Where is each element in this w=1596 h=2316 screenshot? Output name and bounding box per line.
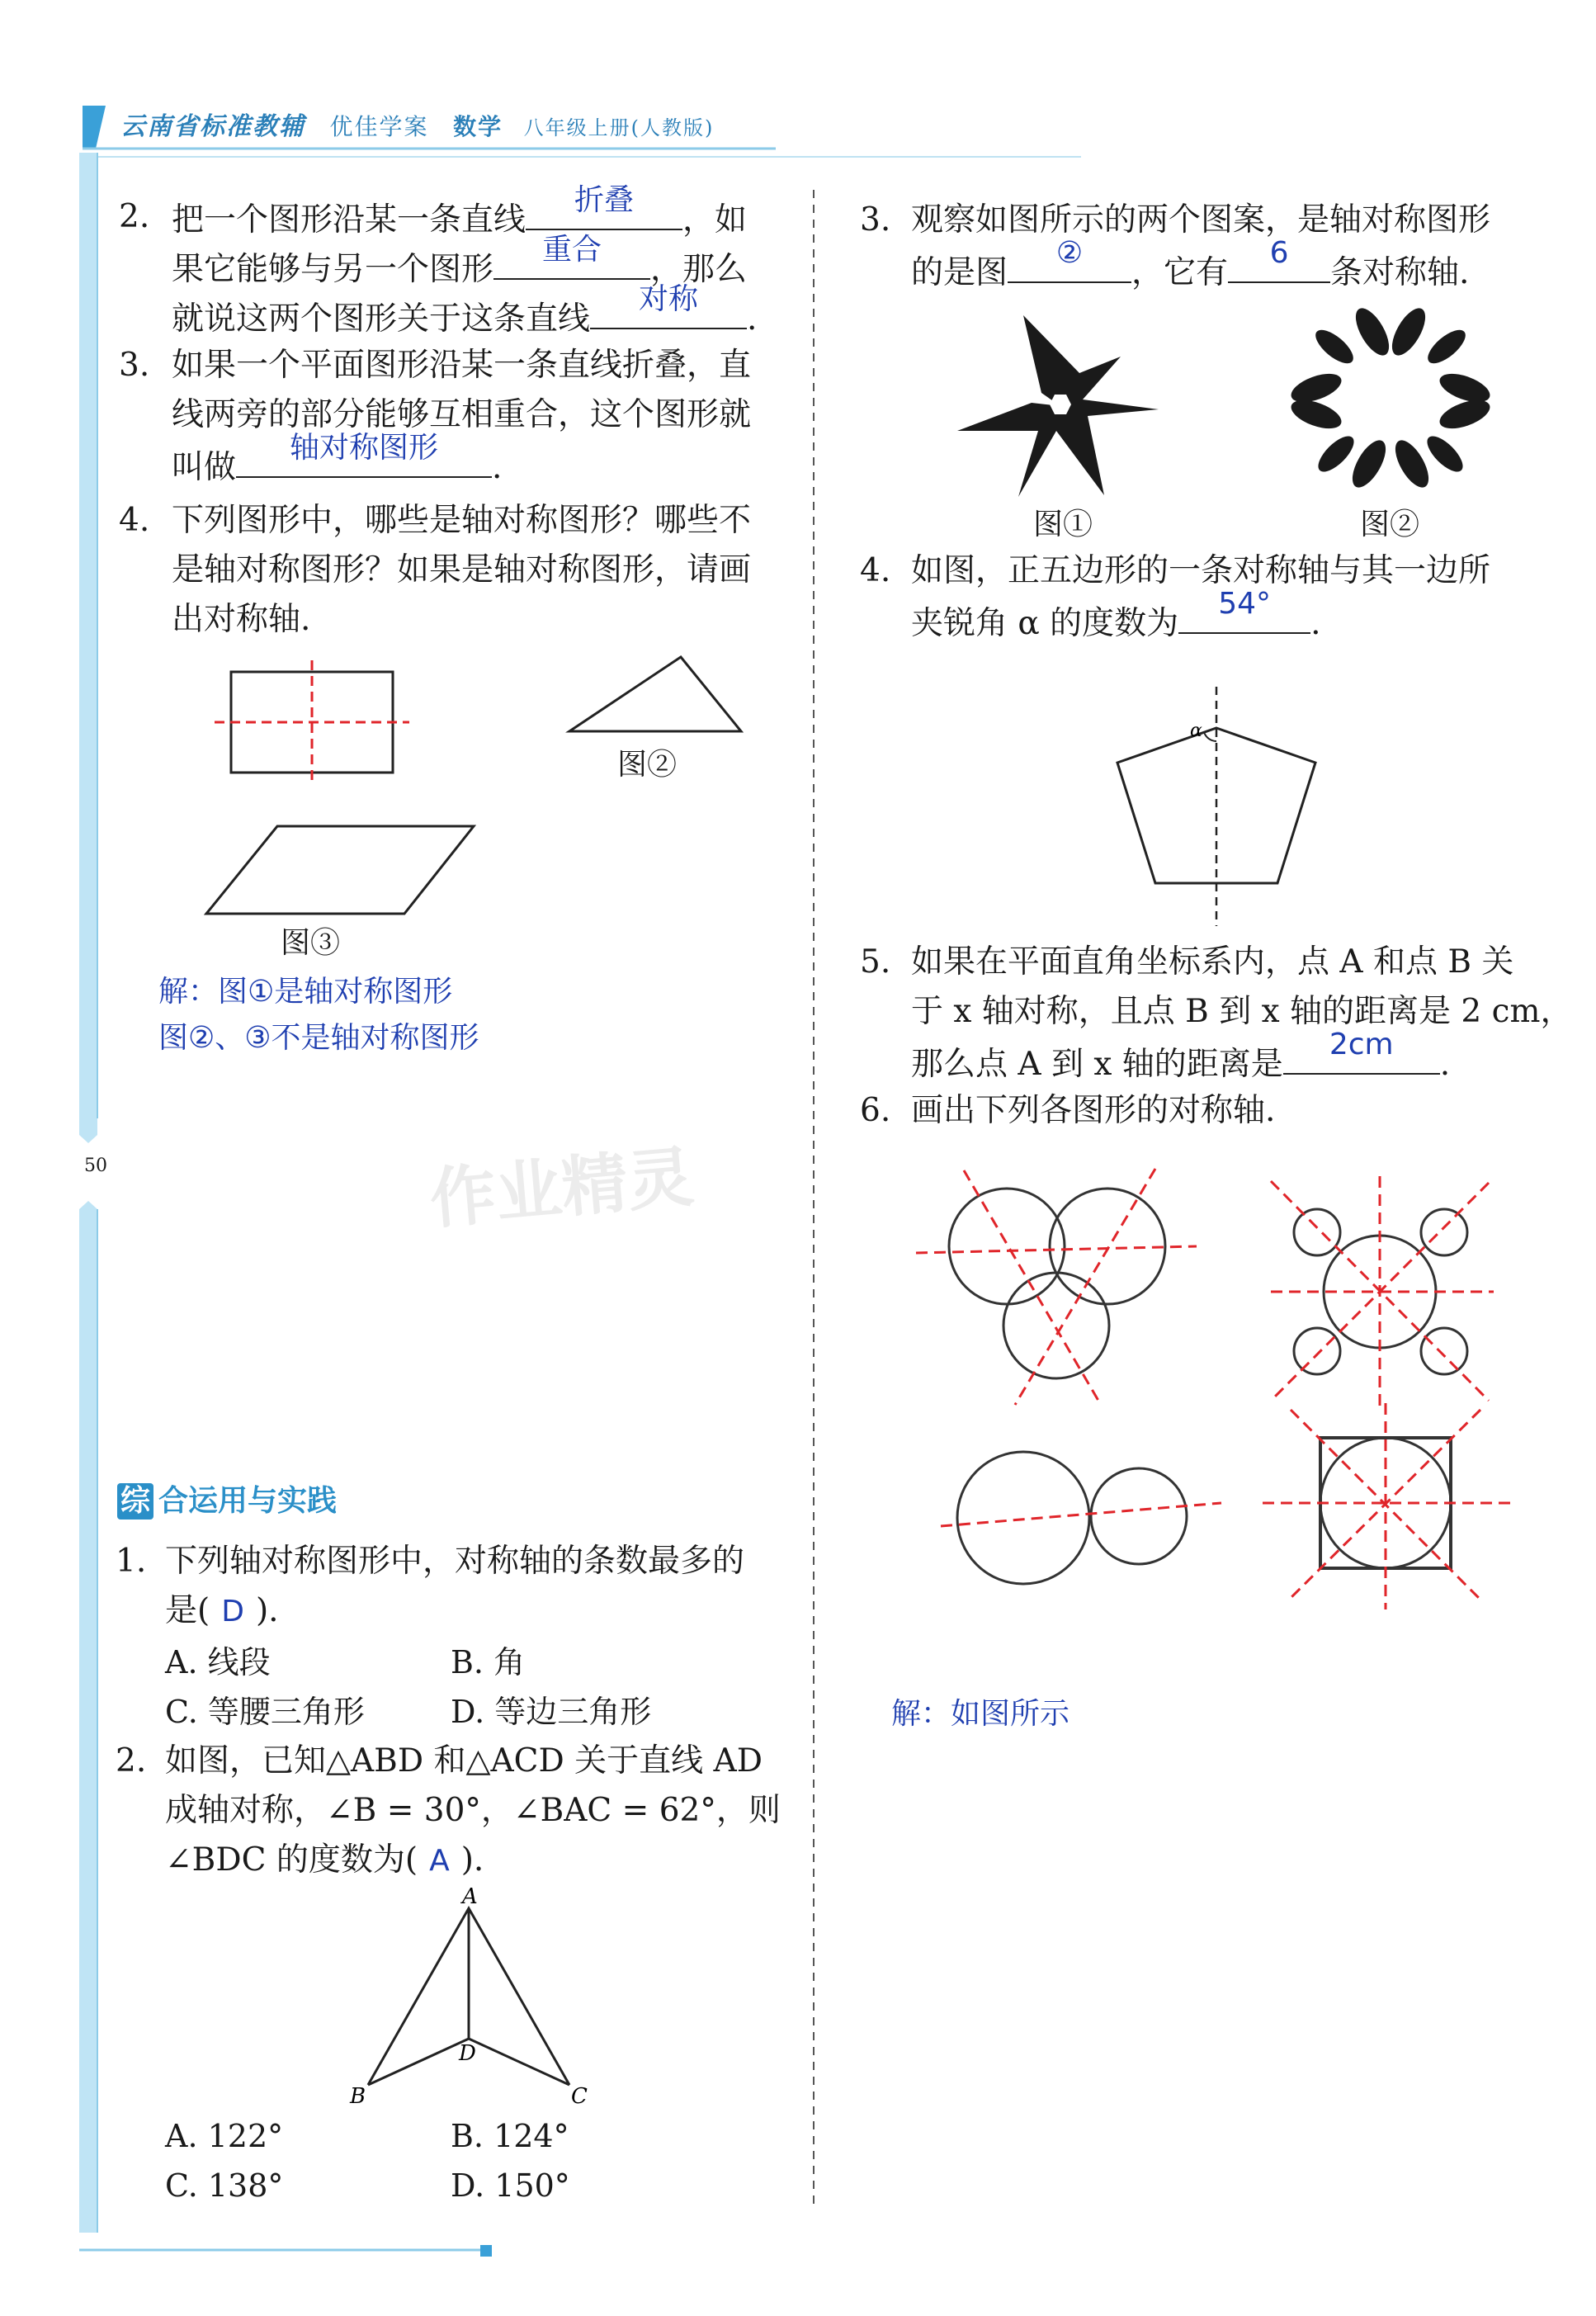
text: ，它有 bbox=[1131, 254, 1229, 291]
circle-in-square-figure bbox=[1263, 1403, 1510, 1609]
c2-number: 2. bbox=[116, 1742, 147, 1780]
text: 夹锐角 α 的度数为 bbox=[911, 605, 1179, 642]
text: 那么点 A 到 x 轴的距离是 bbox=[911, 1046, 1283, 1083]
right-fig1-caption: 图① bbox=[1033, 508, 1093, 541]
abcd-kite-figure bbox=[347, 1884, 594, 2109]
c1-number: 1. bbox=[116, 1543, 147, 1580]
text: ). bbox=[255, 1592, 279, 1629]
blank bbox=[1008, 236, 1131, 283]
blank bbox=[236, 431, 492, 478]
text: 把一个图形沿某一条直线 bbox=[172, 201, 526, 239]
left-q4-solution-2: 图②、③不是轴对称图形 bbox=[158, 1021, 479, 1055]
right-q6-number: 6. bbox=[860, 1092, 891, 1129]
three-circles-figure bbox=[916, 1164, 1197, 1411]
left-fig3-caption: 图③ bbox=[281, 926, 341, 960]
c2-line3 bbox=[165, 1836, 484, 1886]
text: . bbox=[747, 300, 758, 338]
petal-pattern-figure bbox=[1283, 305, 1498, 487]
answer: 54° bbox=[1218, 587, 1272, 621]
right-q6-solution: 解：如图所示 bbox=[891, 1697, 1070, 1731]
right-q3-number: 3. bbox=[860, 201, 891, 239]
blank bbox=[1283, 1028, 1440, 1075]
header-subject: 数学 bbox=[453, 113, 503, 140]
text: 就说这两个图形关于这条直线 bbox=[172, 300, 591, 338]
section-title: 合运用与实践 bbox=[158, 1484, 338, 1518]
circle-four-small-figure bbox=[1271, 1176, 1510, 1407]
c2-answer: A bbox=[429, 1844, 450, 1878]
answer: 对称 bbox=[639, 282, 699, 316]
parallelogram-figure bbox=[198, 821, 479, 920]
text: . bbox=[1310, 605, 1321, 642]
blank bbox=[1178, 587, 1310, 634]
left-q2-line3 bbox=[172, 282, 758, 344]
blank bbox=[590, 282, 747, 329]
text: ). bbox=[460, 1841, 484, 1879]
left-margin-bar bbox=[79, 153, 112, 2257]
star-pattern-figure bbox=[949, 307, 1172, 505]
right-q3-line2 bbox=[911, 236, 1470, 298]
label-d: D bbox=[459, 2041, 476, 2066]
c2-line2: 成轴对称，∠B = 30°，∠BAC = 62°，则 bbox=[165, 1792, 781, 1829]
two-circles-figure bbox=[941, 1449, 1221, 1589]
page-number: 50 bbox=[84, 1156, 107, 1176]
right-q6-line1: 画出下列各图形的对称轴. bbox=[911, 1092, 1276, 1129]
left-q4-line3: 出对称轴. bbox=[172, 601, 311, 638]
watermark: 作业精灵 bbox=[427, 1138, 697, 1238]
c1-option-c: C. 等腰三角形 bbox=[165, 1694, 365, 1730]
column-divider bbox=[812, 190, 815, 2204]
text: 条对称轴. bbox=[1330, 254, 1470, 291]
label-a: A bbox=[462, 1884, 478, 1909]
label-b: B bbox=[350, 2084, 366, 2109]
pentagon-figure bbox=[1106, 687, 1320, 934]
text: 叫做 bbox=[172, 449, 237, 486]
c1-option-b: B. 角 bbox=[451, 1644, 526, 1680]
header-title bbox=[120, 106, 714, 142]
right-q4-line2 bbox=[911, 587, 1321, 649]
left-q3-number: 3. bbox=[119, 347, 150, 384]
c1-answer: D bbox=[221, 1595, 244, 1628]
c1-line1: 下列轴对称图形中，对称轴的条数最多的 bbox=[165, 1543, 745, 1580]
blank bbox=[1228, 236, 1330, 283]
c1-option-d: D. 等边三角形 bbox=[451, 1694, 652, 1730]
c1-option-a: A. 线段 bbox=[165, 1644, 271, 1680]
left-q2-line1 bbox=[172, 183, 748, 245]
c2-option-b: B. 124° bbox=[451, 2118, 569, 2154]
header-grade: 八年级上册(人教版) bbox=[523, 116, 715, 139]
answer: 折叠 bbox=[574, 183, 635, 217]
left-q2-number: 2. bbox=[119, 198, 150, 235]
bottom-rule bbox=[79, 2245, 492, 2262]
text: . bbox=[492, 449, 503, 486]
text: ，如 bbox=[682, 201, 748, 239]
left-fig2-caption: 图② bbox=[617, 748, 678, 782]
c2-option-d: D. 150° bbox=[451, 2167, 570, 2204]
answer: 2cm bbox=[1329, 1028, 1394, 1061]
right-fig2-caption: 图② bbox=[1360, 508, 1420, 541]
left-q4-number: 4. bbox=[119, 502, 150, 539]
right-q5-line2: 于 x 轴对称，且点 B 到 x 轴的距离是 2 cm， bbox=[911, 993, 1573, 1030]
c2-option-c: C. 138° bbox=[165, 2167, 284, 2204]
alpha-label: α bbox=[1190, 721, 1202, 741]
text: 果它能够与另一个图形 bbox=[172, 251, 494, 288]
header-book: 优佳学案 bbox=[329, 113, 429, 140]
right-q5-number: 5. bbox=[860, 943, 891, 981]
right-q4-number: 4. bbox=[860, 552, 891, 589]
header-series: 云南省标准教辅 bbox=[120, 112, 305, 141]
left-q3-line1: 如果一个平面图形沿某一条直线折叠，直 bbox=[172, 347, 752, 384]
text: . bbox=[1439, 1046, 1451, 1083]
left-q4-solution-1: 解：图①是轴对称图形 bbox=[158, 975, 453, 1009]
answer: 重合 bbox=[542, 233, 602, 267]
c2-line1: 如图，已知△ABD 和△ACD 关于直线 AD bbox=[165, 1742, 763, 1780]
left-q4-line1: 下列图形中，哪些是轴对称图形？哪些不 bbox=[172, 502, 752, 539]
left-q4-line2: 是轴对称图形？如果是轴对称图形，请画 bbox=[172, 551, 752, 588]
answer: 轴对称图形 bbox=[290, 431, 439, 465]
triangle-figure bbox=[561, 652, 751, 743]
c1-line2 bbox=[165, 1586, 279, 1637]
section-badge: 综 bbox=[117, 1483, 153, 1520]
text: ∠BDC 的度数为( bbox=[165, 1841, 418, 1879]
rectangle-figure bbox=[215, 660, 413, 792]
c2-option-a: A. 122° bbox=[165, 2118, 284, 2154]
text: 的是图 bbox=[911, 254, 1008, 291]
right-q5-line3 bbox=[911, 1028, 1451, 1089]
answer: ② bbox=[1055, 236, 1084, 270]
text: ，那么 bbox=[650, 251, 748, 288]
right-q5-line1: 如果在平面直角坐标系内，点 A 和点 B 关 bbox=[911, 943, 1514, 981]
text: 是( bbox=[165, 1592, 210, 1629]
answer: 6 bbox=[1269, 236, 1289, 270]
left-q3-line2: 线两旁的部分能够互相重合，这个图形就 bbox=[172, 396, 752, 433]
right-q4-line1: 如图，正五边形的一条对称轴与其一边所 bbox=[911, 552, 1491, 589]
left-q3-line3 bbox=[172, 431, 503, 493]
right-q3-line1: 观察如图所示的两个图案，是轴对称图形 bbox=[911, 201, 1491, 239]
label-c: C bbox=[571, 2084, 588, 2109]
section-heading bbox=[117, 1477, 337, 1520]
